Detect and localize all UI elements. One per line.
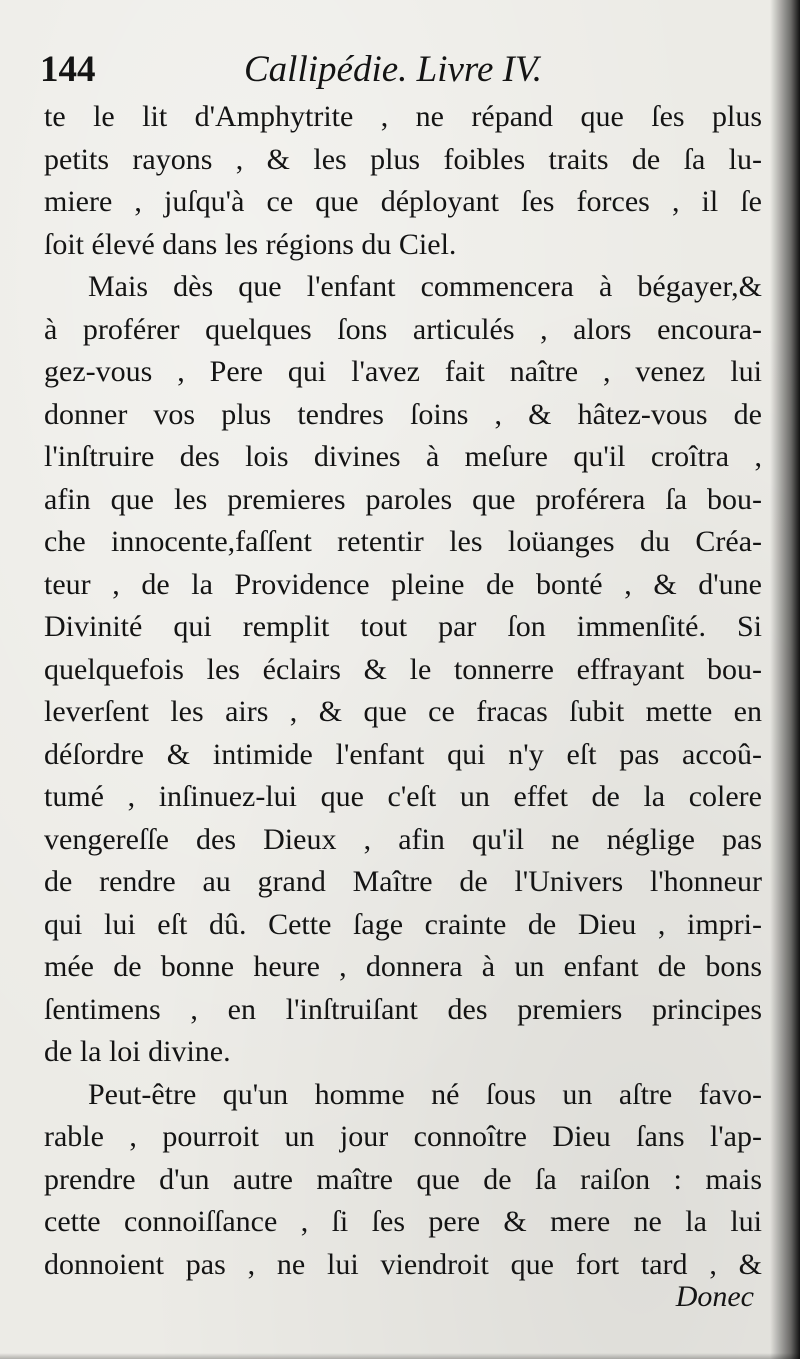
text-line: Mais dès que l'enfant commencera à bégayer,& <box>88 270 762 303</box>
text-line: vengereſſe des Dieux , afin qu'il ne néglige pas <box>44 822 762 856</box>
text-line: cette connoiſſance , ſi ſes pere & mere ne la lui <box>44 1205 762 1238</box>
text-line: teur , de la Providence pleine de bonté , & d'une <box>44 567 762 601</box>
text-line: Divinité qui remplit tout par ſon immenſité. Si <box>44 610 762 643</box>
page-bottom-edge <box>0 1353 800 1359</box>
text-line: prendre d'un autre maître que de ſa raiſon : mais <box>44 1162 762 1196</box>
body-text <box>44 96 762 1286</box>
text-line: de rendre au grand Maître de l'Univers l'honneur <box>44 865 762 898</box>
page-header <box>40 44 760 96</box>
text-line: Peut-être qu'un homme né ſous un aſtre favo- <box>88 1077 762 1111</box>
text-line: petits rayons , & les plus foibles traits de ſa lu- <box>44 142 762 176</box>
text-line: déſordre & intimide l'enfant qui n'y eſt pas accoû- <box>44 737 762 771</box>
page-number: 144 <box>40 49 96 90</box>
text-line: gez-vous , Pere qui l'avez fait naître , venez lui <box>44 355 762 388</box>
text-line: quelquefois les éclairs & le tonnerre effrayant bou- <box>44 652 762 686</box>
text-line: à proférer quelques ſons articulés , alors encoura- <box>44 312 762 346</box>
text-line: ſoit élevé dans les régions du Ciel. <box>44 227 457 261</box>
text-line: de la loi divine. <box>44 1035 231 1068</box>
binding-shadow <box>770 0 800 1359</box>
text-line: miere , juſqu'à ce que déployant ſes forces , il ſe <box>44 185 762 218</box>
text-line: rable , pourroit un jour connoître Dieu ſans l'ap- <box>44 1120 762 1153</box>
text-line: ſentimens , en l'inſtruiſant des premiers principes <box>44 992 762 1026</box>
text-line: donner vos plus tendres ſoins , & hâtez-vous de <box>44 397 762 431</box>
text-line: che innocente,faſſent retentir les loüanges du Créa- <box>44 525 762 558</box>
text-line: te le lit d'Amphytrite , ne répand que ſes plus <box>44 100 762 133</box>
text-line: donnoient pas , ne lui viendroit que fort tard , & <box>44 1247 762 1281</box>
text-line: l'inſtruire des lois divines à meſure qu'il croîtra , <box>44 440 762 473</box>
catchword: Donec <box>675 1280 754 1313</box>
text-line: tumé , inſinuez-lui que c'eſt un effet de la colere <box>44 780 762 813</box>
text-line: leverſent les airs , & que ce fracas ſubit mette en <box>44 695 762 728</box>
running-title: Callipédie. Livre IV. <box>244 49 543 90</box>
text-line: mée de bonne heure , donnera à un enfant de bons <box>44 950 762 983</box>
text-line: afin que les premieres paroles que proférera ſa bou- <box>44 482 762 516</box>
text-line: qui lui eſt dû. Cette ſage crainte de Dieu , impri- <box>44 907 762 941</box>
